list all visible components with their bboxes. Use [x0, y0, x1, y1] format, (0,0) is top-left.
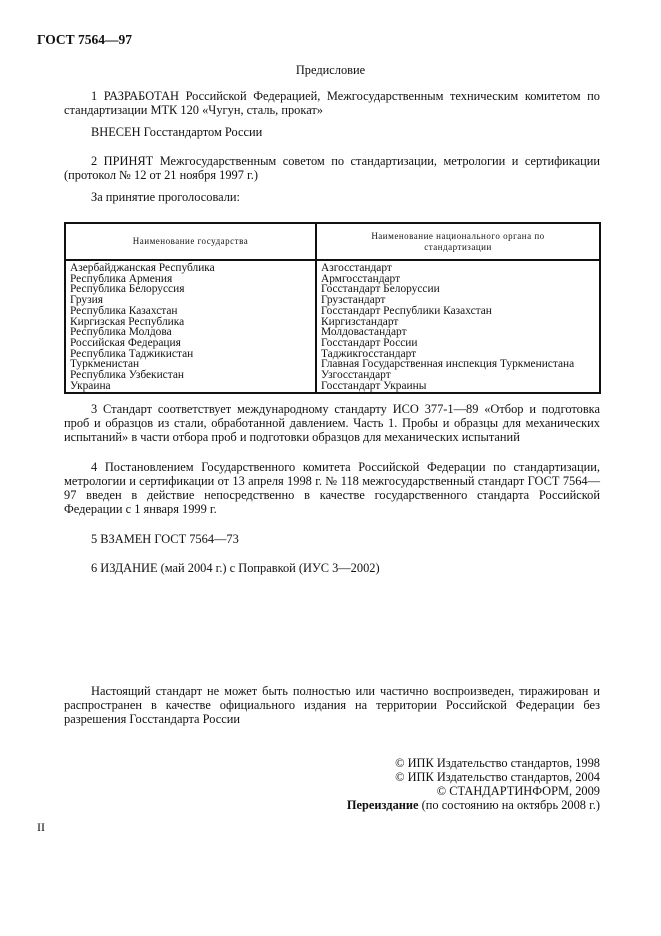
page-number: II [37, 820, 45, 834]
reprint-line [347, 798, 600, 812]
states-column: Азербайджанская Республика Республика Армения Республика Белоруссия Грузия Республика Казахстан Киргизская Республика Республика Молдова Российская Федерация Республика Таджикистан Туркменистан Республика Узбекистан Украина [70, 262, 215, 392]
copyright-1998: © ИПК Издательство стандартов, 1998 [395, 756, 600, 770]
paragraph-2b: За принятие проголосовали: [91, 190, 240, 204]
column-header-body: Наименование национального органа по стандартизации [316, 223, 600, 260]
copyright-2004: © ИПК Издательство стандартов, 2004 [395, 770, 600, 784]
paragraph-5: 5 ВЗАМЕН ГОСТ 7564—73 [91, 532, 239, 546]
section-title: Предисловие [295, 63, 366, 77]
document-code: ГОСТ 7564—97 [37, 32, 133, 47]
paragraph-4: 4 Постановлением Государственного комитета Российской Федерации по стандартизации, метрологии и сертификации от 13 апреля 1998 г. № 118 межгосударственный стандарт ГОСТ 7564—97 введен в действие непосредственно в качестве государственного стандарта Российской Федерации с 1 января 1999 г. [64, 460, 600, 516]
paragraph-3: 3 Стандарт соответствует международному стандарту ИСО 377-1—89 «Отбор и подготовка проб и образцов из стали, обработанной давлением. Часть 1. Пробы и образцы для механических испытаний» в части отбора проб и подготовки образцов для механических испытаний [64, 402, 600, 444]
paragraph-6: 6 ИЗДАНИЕ (май 2004 г.) с Поправкой (ИУС 3—2002) [91, 561, 380, 575]
voting-table [64, 222, 601, 394]
paragraph-2: 2 ПРИНЯТ Межгосударственным советом по стандартизации, метрологии и сертификации (протокол № 12 от 21 ноября 1997 г.) [64, 154, 600, 182]
bodies-column: Азгосстандарт Армгосстандарт Госстандарт Белоруссии Грузстандарт Госстандарт Республики Казахстан Киргизстандарт Молдовастандарт Госстандарт России Таджикгосстандарт Главная Государственная инспекция Туркменистана Узгосстандарт Госстандарт Украины [316, 260, 600, 393]
copyright-2009: © СТАНДАРТИНФОРМ, 2009 [436, 784, 600, 798]
paragraph-1: 1 РАЗРАБОТАН Российской Федерацией, Межгосударственным техническим комитетом по стандартизации МТК 120 «Чугун, сталь, прокат» [64, 89, 600, 117]
paragraph-1b: ВНЕСЕН Госстандартом России [91, 125, 263, 139]
copyright-notice: Настоящий стандарт не может быть полностью или частично воспроизведен, тиражирован и распространен в качестве официального издания на территории Российской Федерации без разрешения Госстандарта России [64, 684, 600, 726]
column-header-state: Наименование государства [65, 223, 316, 260]
reprint-text: (по состоянию на октябрь 2008 г.) [418, 798, 600, 812]
reprint-label: Переиздание [346, 798, 419, 812]
